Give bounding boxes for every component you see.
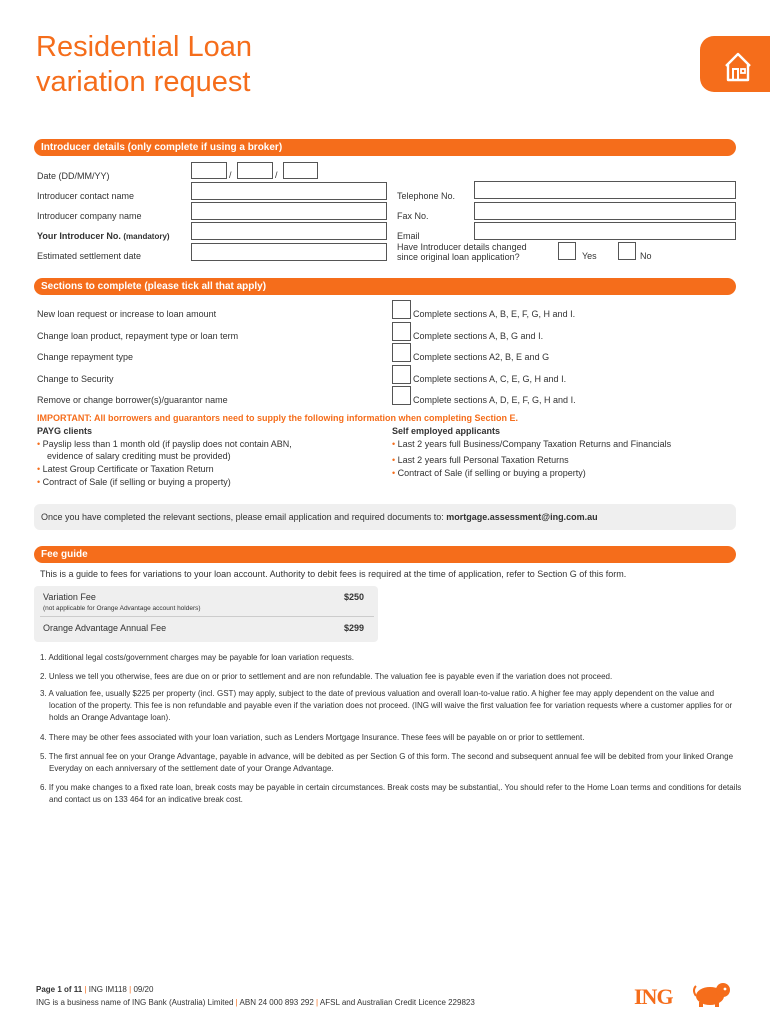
mandatory-text: (mandatory) [123, 232, 170, 241]
section-checkbox-2[interactable] [392, 322, 411, 341]
lion-logo-icon [690, 980, 736, 1013]
date-sep-2: / [275, 170, 278, 180]
sections-heading: Sections to complete (please tick all that apply) [34, 278, 736, 295]
changed-label-line1: Have Introducer details changed [397, 242, 527, 252]
date-month-input[interactable] [237, 162, 273, 179]
date-label: Date (DD/MM/YY) [37, 171, 110, 181]
email-instruction-text: Once you have completed the relevant sections, please email application and required documents to: [41, 512, 447, 522]
footer-page-line: Page 1 of 11 | ING IM118 | 09/20 [36, 985, 154, 994]
section-checkbox-4[interactable] [392, 365, 411, 384]
important-note: IMPORTANT: All borrowers and guarantors need to supply the following information when completing Section E. [37, 413, 519, 423]
self-item-3: • Contract of Sale (if selling or buying a property) [392, 468, 586, 478]
fee-note-3 [40, 688, 743, 724]
fee-note-4-text: There may be other fees associated with your loan variation, such as Lenders Mortgage Insurance. These fees will be payable on or prior to settlement. [48, 733, 585, 742]
date-sep-1: / [229, 170, 232, 180]
fee-note-5-number: 5. [40, 752, 47, 761]
email-label: Email [397, 231, 420, 241]
fee-note-1-number: 1. [40, 653, 47, 662]
self-item-1: • Last 2 years full Business/Company Taxation Returns and Financials [392, 439, 672, 449]
fee-guide-intro: This is a guide to fees for variations to your loan account. Authority to debit fees is required at the time of application, refer to Section G of this form. [40, 569, 627, 579]
fee-note-4-number: 4. [40, 733, 47, 742]
variation-fee-label: Variation Fee [43, 592, 96, 602]
self-item-1-text: Last 2 years full Business/Company Taxation Returns and Financials [397, 439, 672, 449]
yes-label: Yes [582, 251, 597, 261]
page-number: Page 1 of 11 [36, 985, 83, 994]
payg-item-3-text: Contract of Sale (if selling or buying a property) [42, 477, 231, 487]
email-input[interactable] [474, 222, 736, 240]
company-name-label: Introducer company name [37, 211, 142, 221]
payg-item-2-text: Latest Group Certificate or Taxation Return [42, 464, 214, 474]
fee-note-6-number: 6. [40, 783, 47, 792]
fee-note-1-text: Additional legal costs/government charges may be payable for loan variation requests. [48, 653, 354, 662]
date-year-input[interactable] [283, 162, 318, 179]
telephone-input[interactable] [474, 181, 736, 199]
section-checkbox-5[interactable] [392, 386, 411, 405]
fee-note-5-text: The first annual fee on your Orange Advantage, payable in advance, will be debited as per Section G of this form. The second and subsequent annual fee will be debited from your linked Orange Everyday on each anniversary of the settlement date of your Orange Advantage. [48, 752, 734, 773]
variation-fee-note: (not applicable for Orange Advantage account holders) [43, 605, 201, 612]
yes-checkbox[interactable] [558, 242, 576, 260]
self-item-3-text: Contract of Sale (if selling or buying a property) [397, 468, 586, 478]
title-line-1: Residential Loan [36, 31, 253, 63]
fee-note-6-text: If you make changes to a fixed rate loan, break costs may be payable in certain circumstances. Break costs may be substantial,. You should refer to the Home Loan terms and conditions for details and contact us on 133 464 for an indicative break cost. [48, 783, 742, 804]
introducer-heading: Introducer details (only complete if using a broker) [34, 139, 736, 156]
section-checkbox-3[interactable] [392, 343, 411, 362]
fee-note-3-text: A valuation fee, usually $225 per property (incl. GST) may apply, subject to the date of previous valuation and overall loan-to-value ratio. A higher fee may apply dependent on the value and location of the property. This fee is non refundable and payable even if the variation does not proceed. (ING will waive the first valuation fee for variation requests where a customer applies for or holds an Orange Advantage loan). [48, 689, 733, 722]
fee-note-5 [40, 751, 743, 775]
fee-guide-heading: Fee guide [34, 546, 736, 563]
contact-name-input[interactable] [191, 182, 387, 200]
ing-logo-text: ING [634, 984, 673, 1009]
submission-email-link[interactable]: mortgage.assessment@ing.com.au [446, 512, 598, 522]
self-item-2: • Last 2 years full Personal Taxation Returns [392, 455, 569, 465]
fee-note-3-number: 3. [40, 689, 47, 698]
fee-note-1 [40, 652, 734, 664]
complete-label-4: Complete sections A, C, E, G, H and I. [413, 374, 567, 384]
telephone-label: Telephone No. [397, 191, 456, 201]
fee-note-6 [40, 782, 743, 806]
payg-item-3: • Contract of Sale (if selling or buying a property) [37, 477, 231, 487]
request-label-4: Change to Security [37, 374, 114, 384]
legal-abn: ABN 24 000 893 292 [239, 998, 314, 1007]
date-day-input[interactable] [191, 162, 227, 179]
self-employed-heading: Self employed applicants [392, 426, 501, 436]
complete-label-2: Complete sections A, B, G and I. [413, 331, 544, 341]
doc-date: 09/20 [133, 985, 154, 994]
annual-fee-value: $299 [344, 623, 365, 633]
no-checkbox[interactable] [618, 242, 636, 260]
contact-name-label: Introducer contact name [37, 191, 135, 201]
changed-label [397, 242, 527, 262]
fee-note-4 [40, 732, 734, 744]
fee-divider [40, 616, 374, 617]
changed-label-line2: since original loan application? [397, 252, 520, 262]
fax-input[interactable] [474, 202, 736, 220]
settlement-input[interactable] [191, 243, 387, 261]
doc-code: ING IM118 [88, 985, 127, 994]
fee-note-2 [40, 671, 734, 683]
footer-legal-line: ING is a business name of ING Bank (Australia) Limited | ABN 24 000 893 292 | AFSL and Australian Credit Licence 229823 [36, 998, 475, 1007]
complete-label-1: Complete sections A, B, E, F, G, H and I. [413, 309, 576, 319]
payg-heading: PAYG clients [37, 426, 93, 436]
section-checkbox-1[interactable] [392, 300, 411, 319]
legal-business-name: ING is a business name of ING Bank (Australia) Limited [36, 998, 234, 1007]
no-label: No [640, 251, 652, 261]
introducer-no-text: Your Introducer No. [37, 231, 121, 241]
variation-fee-value: $250 [344, 592, 365, 602]
request-label-2: Change loan product, repayment type or loan term [37, 331, 239, 341]
company-name-input[interactable] [191, 202, 387, 220]
request-label-3: Change repayment type [37, 352, 134, 362]
house-tab [700, 36, 770, 92]
complete-label-3: Complete sections A2, B, E and G [413, 352, 550, 362]
settlement-label: Estimated settlement date [37, 251, 142, 261]
request-label-5: Remove or change borrower(s)/guarantor name [37, 395, 228, 405]
annual-fee-label: Orange Advantage Annual Fee [43, 623, 167, 633]
introducer-no-input[interactable] [191, 222, 387, 240]
fax-label: Fax No. [397, 211, 429, 221]
self-item-2-text: Last 2 years full Personal Taxation Returns [397, 455, 569, 465]
complete-label-5: Complete sections A, D, E, F, G, H and I. [413, 395, 576, 405]
payg-item-1b: evidence of salary crediting must be provided) [47, 451, 231, 461]
payg-item-1-text: Payslip less than 1 month old (if payslip does not contain ABN, [42, 439, 292, 449]
payg-item-2: • Latest Group Certificate or Taxation Return [37, 464, 214, 474]
fee-note-2-number: 2. [40, 672, 47, 681]
introducer-no-label [37, 231, 170, 241]
house-icon [700, 36, 770, 92]
payg-item-1: • Payslip less than 1 month old (if payslip does not contain ABN, [37, 439, 292, 449]
fee-note-2-text: Unless we tell you otherwise, fees are due on or prior to settlement and are non refundable. The valuation fee is payable even if the variation does not proceed. [48, 672, 613, 681]
page-title [36, 30, 252, 100]
title-line-2: variation request [36, 66, 251, 98]
legal-licence: AFSL and Australian Credit Licence 229823 [319, 998, 475, 1007]
email-instruction-box [34, 504, 736, 530]
request-label-1: New loan request or increase to loan amount [37, 309, 217, 319]
